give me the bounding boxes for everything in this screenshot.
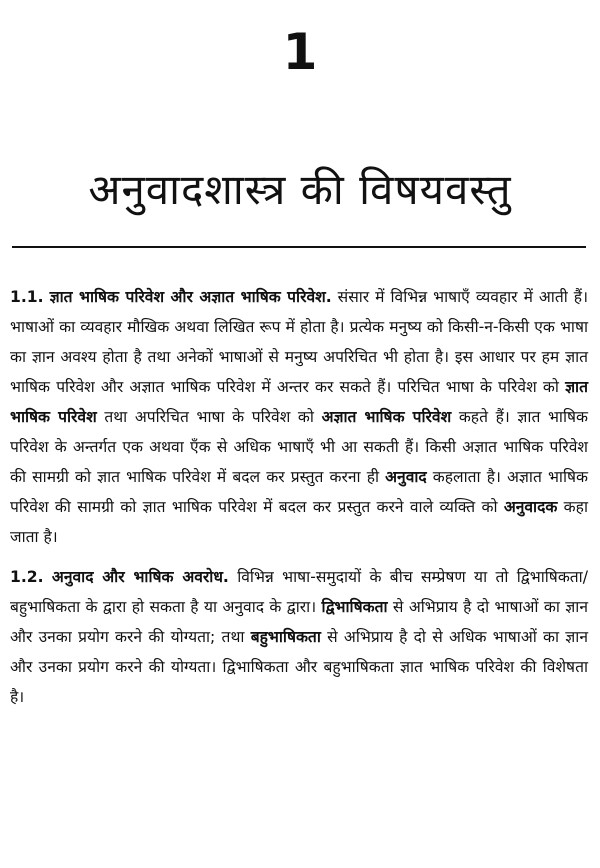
term-translator: अनुवादक (503, 498, 558, 516)
section-2-paragraph (10, 562, 588, 712)
section-2-heading: अनुवाद और भाषिक अवरोध. (51, 568, 229, 586)
section-1-heading: ज्ञात भाषिक परिवेश और अज्ञात भाषिक परिवेश. (49, 288, 332, 306)
section-2-text: से अभिप्राय है दो से अधिक भाषाओं का ज्ञान और उनका प्रयोग करने की योग्यता। द्विभाषिकता और बहुभाषिकता ज्ञात भाषिक परिवेश की विशेषता है। (10, 628, 588, 706)
section-2-text: से अभिप्राय है दो भाषाओं का ज्ञान और उनका प्रयोग करने की योग्यता; तथा (10, 598, 588, 646)
section-1-text: तथा अपरिचित भाषा के परिवेश को (96, 408, 322, 426)
term-bilingualism: द्विभाषिकता (321, 598, 388, 616)
term-translation: अनुवाद (385, 468, 427, 486)
chapter-body (10, 282, 588, 722)
term-multilingualism: बहुभाषिकता (250, 628, 321, 646)
section-1-text: कहते हैं। ज्ञात भाषिक परिवेश के अन्तर्गत एक अथवा एँक से अधिक भाषाएँ भी आ सकती हैं। किसी अज्ञात भाषिक परिवेश की सामग्री को ज्ञात भाषिक परिवेश में बदल कर प्रस्तुत करना ही (10, 408, 588, 486)
term-unknown-environment: अज्ञात भाषिक परिवेश (321, 408, 452, 426)
section-2-text: विभिन्न भाषा-समुदायों के बीच सम्प्रेषण या तो द्विभाषिकता/बहुभाषिकता के द्वारा हो सकता है या अनुवाद के द्वारा। (10, 568, 588, 616)
section-1-text: संसार में विभिन्न भाषाएँ व्यवहार में आती हैं। भाषाओं का व्यवहार मौखिक अथवा लिखित रूप में होता है। प्रत्येक मनुष्य को किसी-न-किसी एक भाषा का ज्ञान अवश्य होता है तथा अनेकों भाषाओं से मनुष्य अपरिचित भी होता है। इस आधार पर हम ज्ञात भाषिक परिवेश और अज्ञात भाषिक परिवेश में अन्तर कर सकते हैं। परिचित भाषा के परिवेश को (10, 288, 588, 396)
title-divider (12, 246, 586, 248)
term-known-environment: ज्ञात भाषिक परिवेश (10, 378, 588, 426)
section-1-text: कहलाता है। अज्ञात भाषिक परिवेश की सामग्री को ज्ञात भाषिक परिवेश में बदल कर प्रस्तुत करने वाले व्यक्ति को (10, 468, 588, 516)
chapter-title: अनुवादशास्त्र की विषयवस्तु (88, 165, 512, 214)
section-1-text: कहा जाता है। (10, 498, 588, 546)
section-2-number: 1.2. (10, 568, 44, 586)
chapter-number: 1 (282, 23, 318, 81)
section-1-paragraph (10, 282, 588, 552)
section-1-number: 1.1. (10, 288, 44, 306)
